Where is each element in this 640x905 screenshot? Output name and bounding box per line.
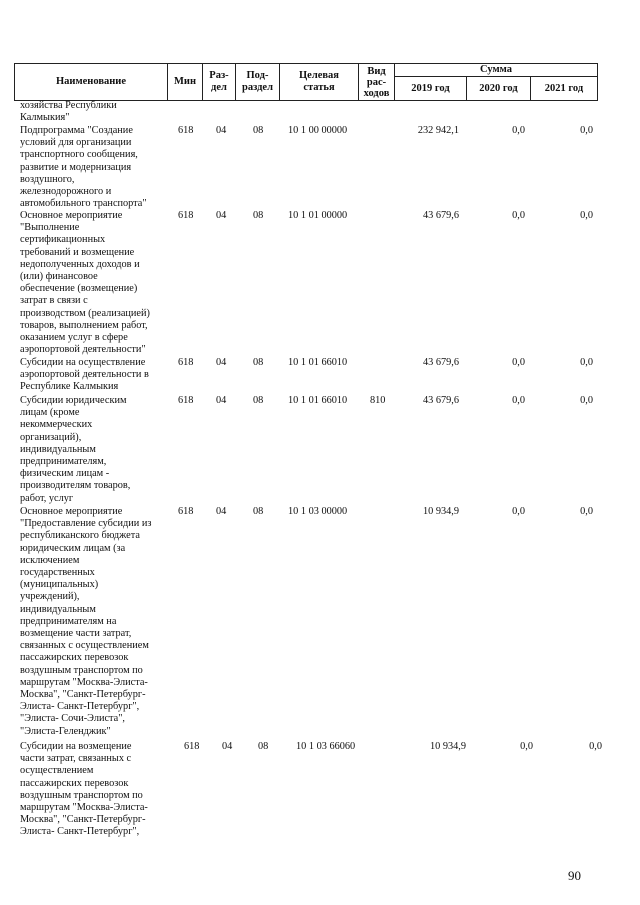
- row-podrazdel: 08: [258, 741, 269, 752]
- row-sum-2020: 0,0: [512, 395, 525, 406]
- row-name: Основное мероприятие "Предоставление субсидии из республиканского бюджета юридическим лицам (за исключением государственных (муниципальных) учреждений), индивидуальным предпринимателям на возмещение части затрат, связанных с осуществлением пассажирских перевозок воздушным транспортом по маршрутам "Москва-Элиста- Москва", "Санкт-Петербург- Элиста- Санкт-Петербург", "Элиста- Сочи-Элиста", "Элиста-Геленджик": [20, 506, 152, 737]
- row-sum-2020: 0,0: [520, 741, 533, 752]
- row-statya: 10 1 00 00000: [288, 125, 348, 136]
- header-2020: 2020 год: [479, 82, 518, 94]
- header-podrazdel: Под- раздел: [242, 70, 273, 93]
- row-razdel: 04: [216, 357, 227, 368]
- row-min: 618: [178, 125, 194, 136]
- row-statya: 10 1 01 00000: [288, 210, 348, 221]
- row-sum-2019: 232 942,1: [417, 125, 459, 136]
- row-sum-2021: 0,0: [580, 357, 593, 368]
- row-sum-2020: 0,0: [512, 357, 525, 368]
- row-statya: 10 1 01 66010: [288, 357, 348, 368]
- header-2019: 2019 год: [411, 82, 450, 94]
- row-sum-2021: 0,0: [589, 741, 602, 752]
- header-vid: Вид рас- ходов: [363, 65, 390, 99]
- row-sum-2019: 43 679,6: [422, 357, 459, 368]
- row-sum-2021: 0,0: [580, 395, 593, 406]
- row-podrazdel: 08: [253, 395, 264, 406]
- row-sum-2020: 0,0: [512, 125, 525, 136]
- row-statya: 10 1 03 66060: [296, 741, 356, 752]
- row-sum-2020: 0,0: [512, 210, 525, 221]
- row-sum-2019: 43 679,6: [422, 210, 459, 221]
- row-sum-2019: 10 934,9: [429, 741, 466, 752]
- row-statya: 10 1 03 00000: [288, 506, 348, 517]
- row-name: Субсидии на возмещение части затрат, связанных с осуществлением пассажирских перевозок воздушным транспортом по маршрутам "Москва-Элиста- Москва", "Санкт-Петербург- Элиста- Санкт-Петербург",: [20, 741, 148, 838]
- row-statya: 10 1 01 66010: [288, 395, 348, 406]
- row-min: 618: [178, 210, 194, 221]
- row-min: 618: [178, 395, 194, 406]
- header-summa: Сумма: [480, 64, 512, 75]
- row-min: 618: [178, 357, 194, 368]
- header-statya: Целевая статья: [299, 70, 339, 93]
- row-min: 618: [184, 741, 200, 752]
- row-razdel: 04: [222, 741, 233, 752]
- row-podrazdel: 08: [253, 125, 264, 136]
- row-razdel: 04: [216, 125, 227, 136]
- row-razdel: 04: [216, 395, 227, 406]
- row-min: 618: [178, 506, 194, 517]
- row-razdel: 04: [216, 210, 227, 221]
- header-razdel: Раз- дел: [209, 70, 229, 93]
- row-sum-2019: 43 679,6: [422, 395, 459, 406]
- row-podrazdel: 08: [253, 210, 264, 221]
- row-name: хозяйства Республики Калмыкия": [20, 100, 117, 124]
- header-2021: 2021 год: [544, 82, 584, 94]
- row-sum-2020: 0,0: [512, 506, 525, 517]
- row-podrazdel: 08: [253, 506, 264, 517]
- page-number: 90: [568, 868, 581, 883]
- row-sum-2021: 0,0: [580, 210, 593, 221]
- row-sum-2021: 0,0: [580, 506, 593, 517]
- row-name: Подпрограмма "Создание условий для организации транспортного сообщения, развитие и модернизация воздушного, железнодорожного и автомобильного транспорта": [20, 125, 147, 210]
- header-name: Наименование: [56, 76, 126, 87]
- row-name: Субсидии юридическим лицам (кроме некоммерческих организаций), индивидуальным предпринимателям, физическим лицам - производителям товаров, работ, услуг: [20, 395, 131, 504]
- row-razdel: 04: [216, 506, 227, 517]
- row-sum-2021: 0,0: [580, 125, 593, 136]
- row-name: Субсидии на осуществление аэропортовой деятельности в Республике Калмыкия: [20, 357, 149, 393]
- row-vid: 810: [370, 395, 386, 406]
- row-sum-2019: 10 934,9: [422, 506, 459, 517]
- header-min: Мин: [173, 76, 196, 87]
- row-podrazdel: 08: [253, 357, 264, 368]
- row-name: Основное мероприятие "Выполнение сертификационных требований и возмещение недополученных доходов и (или) финансовое обеспечение (возмещение) затрат в связи с производством (реализацией) товаров, выполнением работ, оказанием услуг в сфере аэропортовой деятельности": [20, 210, 150, 356]
